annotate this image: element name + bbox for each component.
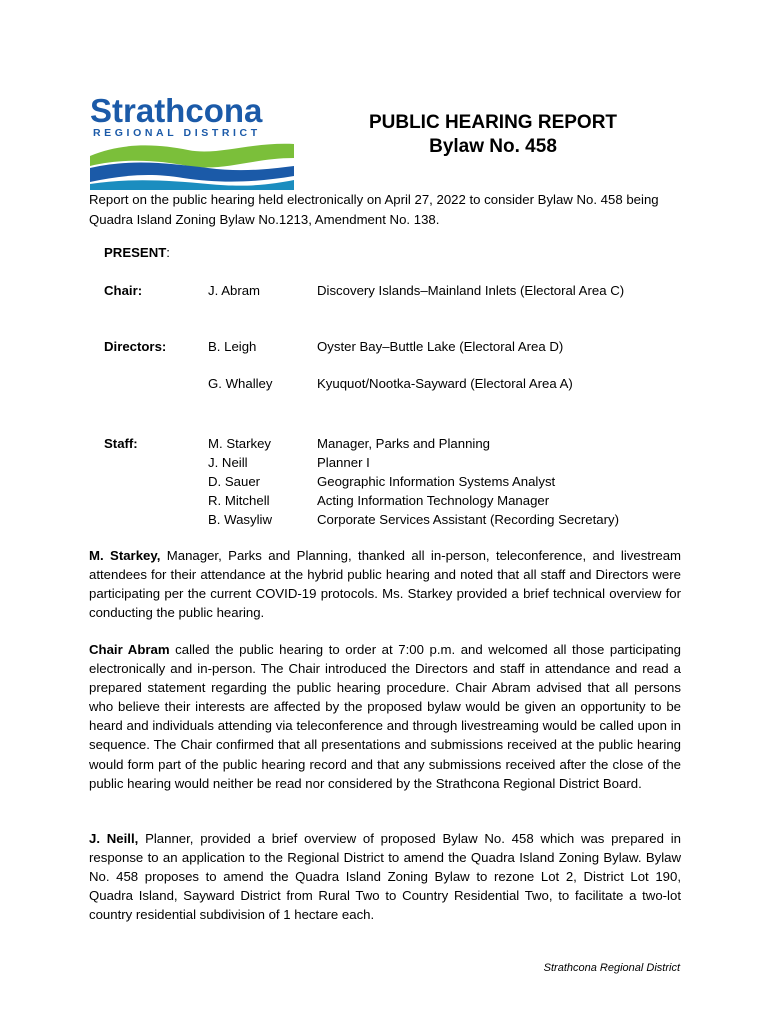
directors-label: Directors:: [104, 339, 167, 354]
chair-name: J. Abram: [208, 283, 261, 298]
logo-name: Strathcona: [90, 92, 263, 129]
staff-name: J. Neill: [208, 455, 248, 470]
staff-name: B. Wasyliw: [208, 512, 272, 527]
staff-roles: [317, 434, 619, 529]
title-line-2: Bylaw No. 458: [429, 136, 557, 157]
logo-subtitle: REGIONAL DISTRICT: [93, 127, 261, 139]
paragraph-neill: [89, 829, 681, 924]
paragraph-abram: [89, 640, 681, 793]
staff-names: [208, 434, 272, 529]
paragraph-lead: M. Starkey,: [89, 548, 161, 563]
page-footer: Strathcona Regional District: [543, 962, 680, 974]
director-name: G. Whalley: [208, 376, 273, 391]
strathcona-logo: [88, 92, 298, 190]
report-title: [300, 111, 686, 159]
paragraph-body: Planner, provided a brief overview of proposed Bylaw No. 458 which was prepared in response to an application to the Regional District to amend the Quadra Island Zoning Bylaw. Bylaw No. 458 proposes to amend the Quadra Island Zoning Bylaw to rezone Lot 2, District Lot 190, Quadra Island, Sayward District from Rural Two to Country Residential Two, to facilitate a two-lot country residential subdivision of 1 hectare each.: [89, 831, 681, 923]
paragraph-lead: Chair Abram: [89, 642, 170, 657]
staff-role: Acting Information Technology Manager: [317, 493, 550, 508]
intro-text: Report on the public hearing held electronically on April 27, 2022 to consider Bylaw No. 458 being Quadra Island Zoning Bylaw No.1213, Amendment No. 138.: [89, 192, 659, 227]
title-line-1: PUBLIC HEARING REPORT: [368, 112, 618, 133]
staff-role: Corporate Services Assistant (Recording Secretary): [317, 512, 619, 527]
staff-name: D. Sauer: [208, 474, 261, 489]
staff-name: M. Starkey: [208, 436, 272, 451]
paragraph-lead: J. Neill,: [89, 831, 139, 846]
staff-role: Manager, Parks and Planning: [317, 436, 491, 451]
logo-light-water-shape: [90, 180, 294, 190]
staff-label: Staff:: [104, 436, 138, 451]
director-role: Kyuquot/Nootka-Sayward (Electoral Area A): [317, 376, 573, 391]
director-role: Oyster Bay–Buttle Lake (Electoral Area D): [317, 339, 564, 354]
staff-role: Geographic Information Systems Analyst: [317, 474, 556, 489]
staff-name: R. Mitchell: [208, 493, 270, 508]
chair-role: Discovery Islands–Mainland Inlets (Electoral Area C): [317, 283, 625, 298]
chair-label: Chair:: [104, 283, 143, 298]
paragraph-body: Manager, Parks and Planning, thanked all in-person, teleconference, and livestream attendees for their attendance at the hybrid public hearing and noted that all staff and Directors were participating per the current COVID-19 protocols. Ms. Starkey provided a brief technical overview for conducting the public hearing.: [89, 548, 682, 621]
present-heading: PRESENT:: [104, 245, 170, 260]
director-name: B. Leigh: [208, 339, 257, 354]
paragraph-starkey: [89, 546, 681, 622]
paragraph-body: called the public hearing to order at 7:00 p.m. and welcomed all those participating electronically and in-person. The Chair introduced the Directors and staff in attendance and read a prepared statement regarding the public hearing procedure. Chair Abram advised that all persons who believe their interests are affected by the proposed bylaw would be given an opportunity to be heard and individuals attending via teleconference and through livestreaming would be called upon in sequence. The Chair confirmed that all presentations and submissions received at the public hearing would form part of the public hearing record and that any submissions received after the close of the public hearing would neither be read nor considered by the Strathcona Regional District Board.: [89, 642, 681, 791]
staff-role: Planner I: [317, 455, 370, 470]
